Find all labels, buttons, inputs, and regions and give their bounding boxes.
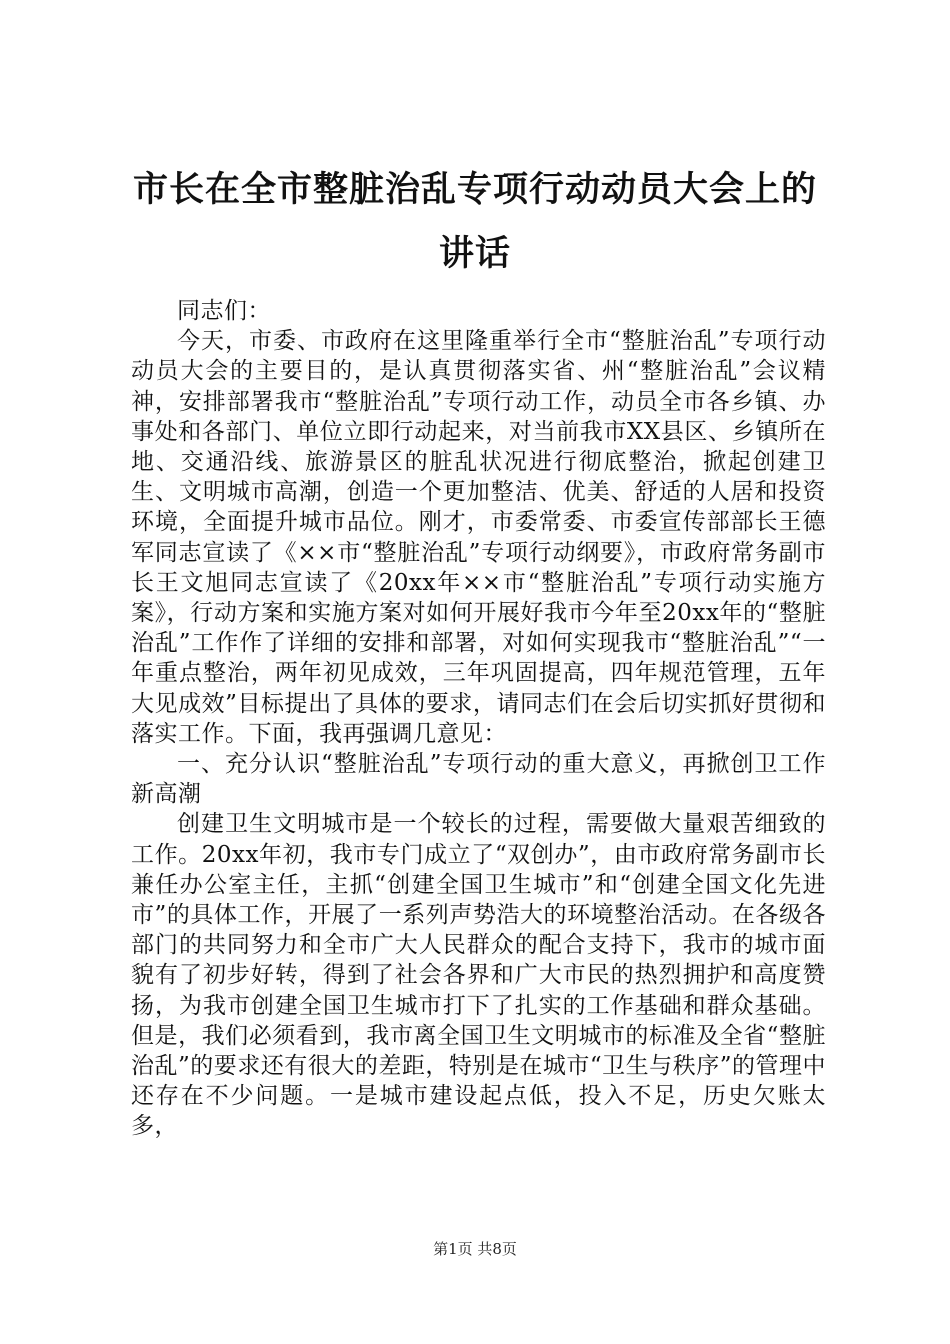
document-body <box>131 296 826 1142</box>
body-paragraph: 创建卫生文明城市是一个较长的过程，需要做大量艰苦细致的工作。20xx年初，我市专门成立了“双创办”，由市政府常务副市长兼任办公室主任，主抓“创建全国卫生城市”和“创建全国文化先进市”的具体工作，开展了一系列声势浩大的环境整治活动。在各级各部门的共同努力和全市广大人民群众的配合支持下，我市的城市面貌有了初步好转，得到了社会各界和广大市民的热烈拥护和高度赞扬，为我市创建全国卫生城市打下了扎实的工作基础和群众基础。但是，我们必须看到，我市离全国卫生文明城市的标准及全省“整脏治乱”的要求还有很大的差距，特别是在城市“卫生与秩序”的管理中还存在不少问题。一是城市建设起点低，投入不足，历史欠账太多， <box>131 811 826 1140</box>
document-title: 市长在全市整脏治乱专项行动动员大会上的讲话 <box>132 169 817 274</box>
section-heading-paragraph: 一、充分认识“整脏治乱”专项行动的重大意义，再掀创卫工作新高潮 <box>131 751 826 808</box>
body-paragraph: 今天，市委、市政府在这里隆重举行全市“整脏治乱”专项行动动员大会的主要目的，是认真贯彻落实省、州“整脏治乱”会议精神，安排部署我市“整脏治乱”专项行动工作，动员全市各乡镇、办事处和各部门、单位立即行动起来，对当前我市XX县区、乡镇所在地、交通沿线、旅游景区的脏乱状况进行彻底整治，掀起创建卫生、文明城市高潮，创造一个更加整洁、优美、舒适的人居和投资环境，全面提升城市品位。刚才，市委常委、市委宣传部部长王德军同志宣读了《××市“整脏治乱”专项行动纲要》，市政府常务副市长王文旭同志宣读了《20xx年××市“整脏治乱”专项行动实施方案》，行动方案和实施方案对如何开展好我市今年至20xx年的“整脏治乱”工作作了详细的安排和部署，对如何实现我市“整脏治乱”“一年重点整治，两年初见成效，三年巩固提高，四年规范管理，五年大见成效”目标提出了具体的要求，请同志们在会后切实抓好贯彻和落实工作。下面，我再强调几意见： <box>131 328 826 747</box>
page-number-footer: 第1页 共8页 <box>433 1240 517 1258</box>
salutation-paragraph: 同志们： <box>177 298 271 324</box>
